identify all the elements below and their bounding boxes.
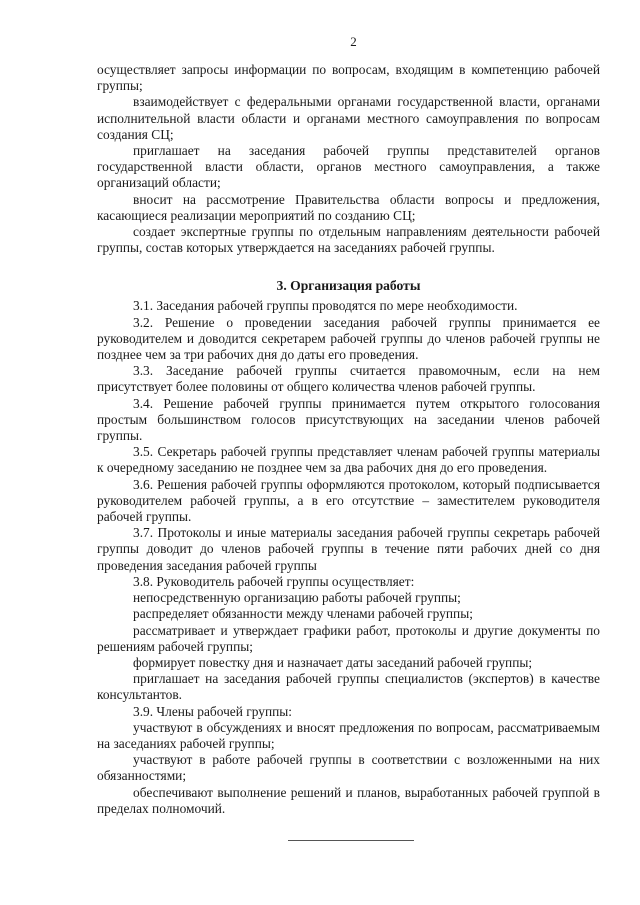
page-number: 2 (350, 34, 357, 49)
paragraph: приглашает на заседания рабочей группы представителей органов государственной власти области, органов местного самоуправления, а также организаций области; (97, 143, 600, 191)
paragraph: 3.3. Заседание рабочей группы считается правомочным, если на нем присутствует более половины от общего количества членов рабочей группы. (97, 363, 600, 395)
end-divider-line (288, 840, 414, 841)
paragraph: приглашает на заседания рабочей группы специалистов (экспертов) в качестве консультантов. (97, 671, 600, 703)
paragraph: непосредственную организацию работы рабочей группы; (133, 590, 461, 606)
paragraph: 3.1. Заседания рабочей группы проводятся по мере необходимости. (133, 298, 518, 314)
paragraph: создает экспертные группы по отдельным направлениям деятельности рабочей группы, состав которых утверждается на заседаниях рабочей группы. (97, 224, 600, 256)
section-3-body (97, 298, 600, 817)
paragraph: вносит на рассмотрение Правительства области вопросы и предложения, касающиеся реализации мероприятий по созданию СЦ; (97, 191, 600, 223)
paragraph: 3.9. Члены рабочей группы: (133, 703, 293, 719)
section-3-heading: 3. Организация работы (276, 278, 421, 294)
paragraph: 3.6. Решения рабочей группы оформляются протоколом, который подписывается руководителем рабочей группы, а в его отсутствие – заместителем руководителя рабочей группы. (97, 476, 600, 525)
paragraph: 3.8. Руководитель рабочей группы осуществляет: (133, 573, 415, 589)
paragraph: 3.7. Протоколы и иные материалы заседания рабочей группы секретарь рабочей группы доводит до членов рабочей группы в течение пяти рабочих дней со дня проведения заседания рабочей группы (97, 525, 600, 573)
paragraph: 3.5. Секретарь рабочей группы представляет членам рабочей группы материалы к очередному заседанию не позднее чем за два рабочих дня до его проведения. (97, 444, 600, 476)
section-2-continuation (97, 62, 600, 256)
paragraph: участвуют в обсуждениях и вносят предложения по вопросам, рассматриваемым на заседаниях рабочей группы; (97, 719, 600, 751)
paragraph: обеспечивают выполнение решений и планов, выработанных рабочей группой в пределах полномочий. (97, 784, 600, 816)
paragraph: распределяет обязанности между членами рабочей группы; (133, 606, 473, 622)
paragraph: формирует повестку дня и назначает даты заседаний рабочей группы; (133, 654, 533, 670)
paragraph: рассматривает и утверждает графики работ, протоколы и другие документы по решениям рабочей группы; (97, 622, 600, 654)
paragraph: участвуют в работе рабочей группы в соответствии с возложенными на них обязанностями; (97, 752, 600, 784)
paragraph: 3.2. Решение о проведении заседания рабочей группы принимается ее руководителем и доводится секретарем рабочей группы до членов рабочей группы не позднее чем за три рабочих дня до даты его проведения. (97, 314, 600, 363)
paragraph: взаимодействует с федеральными органами государственной власти, органами исполнительной власти области и органами местного самоуправления по вопросам создания СЦ; (97, 94, 600, 142)
paragraph: 3.4. Решение рабочей группы принимается путем открытого голосования простым большинством голосов присутствующих на заседании членов рабочей группы. (97, 395, 600, 444)
paragraph: осуществляет запросы информации по вопросам, входящим в компетенцию рабочей группы; (97, 62, 600, 94)
